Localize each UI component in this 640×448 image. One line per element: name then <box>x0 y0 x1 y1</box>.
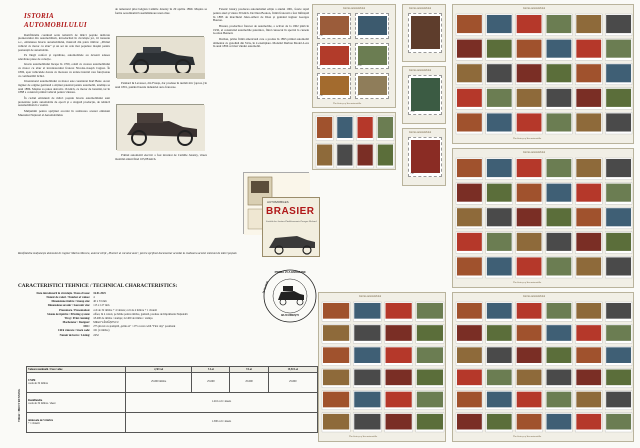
stamp-image <box>517 257 542 275</box>
stamp-image <box>606 347 631 363</box>
stamp-image <box>386 347 412 363</box>
stamp-image <box>487 208 512 226</box>
spec-row: Machetator / Designer: Mihail VĂMĂȘESCU <box>62 321 119 325</box>
stamp-image <box>457 113 482 131</box>
spec-row: Dimensiune suvenir / Souvenir size: 115 x 127 mm <box>47 304 110 308</box>
stamp-image <box>576 257 601 275</box>
stamp-image <box>606 64 631 82</box>
poster-brand: BRASIER <box>266 206 315 217</box>
stamp-image <box>487 370 512 386</box>
minisheet-right-1: Istoria automobilului 9 <box>402 4 446 62</box>
stamp-sheet-5 <box>312 112 396 170</box>
article-paragraph: Romfilatelia continuă seria tematică de mărci poștale dedicate pionieratului din automobilism, introducând în circulație joi, 16 ianuarie a.c., emisiunea Istoria automobilului, ilustrată din patru timbre: „Primul vehicul cu motor cu abur" și un set de cele mai populare mașini pentru pasionații de automobile. <box>18 32 110 52</box>
minisheet-right-3: Istoria automobilului 2,30 <box>402 128 446 186</box>
stamp-image <box>386 303 412 319</box>
article-paragraph: Fanatic luxury producea autoturismul ediție a anului 1901, foarte rapid pentru anul și viteza 30 km/h. De Dion Bouton, firmă franceză a fost înființată în 1883 de marchizul Jules-Albert de Dion și genialul inginer Georges Bouton. <box>213 7 309 23</box>
stamp-image <box>576 325 601 341</box>
stamp-image <box>487 15 512 33</box>
stamp-image <box>606 89 631 107</box>
stamp-image <box>417 370 443 386</box>
stamp: 5 <box>355 73 389 99</box>
article-paragraph: de temerarul pilot belgian Camille Jenatzy în 29 aprilie 1899. Mașina sa forma aerodinamică asemănătoare unei obuz. <box>115 7 207 15</box>
stamp-image <box>358 145 373 166</box>
stamp-image <box>517 40 542 58</box>
stamp-image <box>323 325 349 341</box>
stamp-image <box>487 414 512 430</box>
stamp-image <box>547 233 572 251</box>
stamp-image <box>457 184 482 202</box>
stamp-image <box>323 414 349 430</box>
stamp-image <box>576 370 601 386</box>
stamp-image <box>386 370 412 386</box>
stamp-image <box>547 159 572 177</box>
stamp-image <box>576 15 601 33</box>
col-header: 9 Lei <box>230 367 268 373</box>
stamp-image <box>457 303 482 319</box>
stamp-image <box>517 15 542 33</box>
col-header: 2,30 Lei <box>125 367 191 373</box>
article-paragraph: Durban, prima firmă americană care a produs în 1895 primul automobil alimentat cu gazolină din SUA, în 4 exemplare. Modelul Durban Model A era în anul 1896 cel mai vândut automobil. <box>213 36 309 49</box>
stamp-image <box>606 208 631 226</box>
stamp-image <box>487 233 512 251</box>
postmark-top: PRIMA ZI A EMISIUNII <box>274 270 306 274</box>
stamp-image <box>457 40 482 58</box>
stamp-image <box>457 325 482 341</box>
article-column-2 <box>115 8 207 17</box>
stamp-grid-1 <box>453 11 635 143</box>
stamp-image <box>576 159 601 177</box>
stamp-image <box>457 89 482 107</box>
stamp: 9 <box>317 43 351 69</box>
stamp-image <box>547 15 572 33</box>
poster-car-icon <box>263 228 321 256</box>
stamp-image <box>457 257 482 275</box>
article-note: Romfilatelia mulțumește domnului dr. inginer Marius Moraru, autorul cărții „Pionieri ai cursului auto", pentru sprijinul documentar acordat la realizarea acestei emisiuni de mărci poștale. <box>18 251 238 255</box>
spec-row: Număr de lucru / Listing: 2452 <box>59 333 99 337</box>
stamp-image <box>606 113 631 131</box>
spec-row: Dimensiune timbre / Stamp size: 40 x 33 mm <box>51 300 107 304</box>
postmark-city: BUCUREȘTI <box>281 313 299 317</box>
stamp-image <box>606 233 631 251</box>
stamp-image <box>457 233 482 251</box>
stamp-grid-4 <box>453 299 635 439</box>
stamp-image <box>487 89 512 107</box>
stamp-image <box>358 117 373 138</box>
stamp-image <box>417 347 443 363</box>
col-header: 5 Lei <box>192 367 230 373</box>
stamp-image <box>354 303 380 319</box>
article-paragraph: Panhard & Levassor, din Franța, dar produse în număr mic (aprox.) în anul 1891, punând bazele industriei auto franceze. <box>115 81 207 89</box>
tech-title: CARACTERISTICI TEHNICE / TECHNICAL CHARACTERISTICS: <box>18 283 178 289</box>
stamp-image <box>487 347 512 363</box>
stamp-image <box>576 64 601 82</box>
stamp-image <box>323 392 349 408</box>
stamp-image <box>354 392 380 408</box>
spec-row: Sistem de tipărire / Printing system: offset, în 4 culori, pe hârtie pentru timbre, gumată, produse de Imprimeria Națională <box>47 312 188 316</box>
stamp-image <box>576 414 601 430</box>
print-run-table <box>26 366 318 433</box>
stamp-image <box>547 370 572 386</box>
stamp-image <box>386 392 412 408</box>
stamp: 19,50 <box>355 43 389 69</box>
stamp-image <box>517 414 542 430</box>
stamp-image <box>317 117 332 138</box>
stamp-image <box>457 159 482 177</box>
stamp-image <box>323 347 349 363</box>
stamp-image <box>457 370 482 386</box>
stamp-image <box>323 303 349 319</box>
minisheet-top: Istoria automobilului 2,30 5 9 19,50 2,30 5 The history of the automobile <box>312 4 396 108</box>
col-header: 19,50 Lei <box>268 367 317 373</box>
article-paragraph: Pe lângă confort și rapiditate, automobilele au devenit adesea adevărate piese de colecție. <box>18 53 110 61</box>
first-day-postmark <box>262 268 318 324</box>
poster-label: Société des Anciens Établissements Georges Richard <box>266 220 317 223</box>
brasier-poster <box>262 197 320 257</box>
postmark-date: 16.01.2025 <box>262 280 270 295</box>
article-paragraph: În cadrul emisiunii de mărci poștale Istoria automobilului sunt prezentate patru automobile de epocă și o singură producție, de tehnică automobilistică a vremii. <box>18 95 110 108</box>
table-row: Romfilatelia coala de 32 timbre / sheet 1.216 coli / sheets <box>27 392 318 412</box>
stamp-image <box>457 64 482 82</box>
stamp-image <box>378 117 393 138</box>
stamp-image <box>487 40 512 58</box>
stamp: 5 <box>355 13 389 39</box>
article-column-2b <box>115 82 207 91</box>
stamp-grid-5 <box>313 113 397 171</box>
stamp-image <box>576 184 601 202</box>
stamp-image <box>517 208 542 226</box>
stamp-image <box>576 347 601 363</box>
article-column-3 <box>213 8 309 51</box>
stamp-image <box>517 64 542 82</box>
stamp: 2,30 <box>317 73 351 99</box>
vintage-car-photo-1 <box>116 36 204 78</box>
stamp-sheet-3: Istoria automobilului The history of the automobile <box>318 292 446 442</box>
car-illustration-icon <box>117 105 205 151</box>
stamp-image <box>517 347 542 363</box>
stamp: 19,50 <box>408 75 442 115</box>
stamp-image <box>606 257 631 275</box>
stamp-image <box>487 257 512 275</box>
stamp-image <box>457 208 482 226</box>
stamp-image <box>457 392 482 408</box>
stamp-image <box>337 117 352 138</box>
stamp-grid-3 <box>319 299 447 439</box>
stamp-image <box>517 159 542 177</box>
print-run-section <box>18 366 318 442</box>
stamp-image <box>487 184 512 202</box>
stamp: 9 <box>408 13 442 53</box>
stamp-image <box>547 89 572 107</box>
spec-row: Număr de valori / Number of values: 4 <box>46 296 95 300</box>
article-column-1 <box>18 8 110 119</box>
stamp-image <box>517 370 542 386</box>
stamp-image <box>606 40 631 58</box>
stamp-image <box>606 15 631 33</box>
stamp-sheet-2: Istoria automobilului The history of the automobile <box>452 148 634 288</box>
stamp-image <box>517 325 542 341</box>
stamp-image <box>547 414 572 430</box>
stamp: 2,30 <box>408 137 442 177</box>
stamp-image <box>487 303 512 319</box>
stamp-image <box>547 347 572 363</box>
article-paragraph: Inventatorul automobilului cu motor este considerat Karl Benz. Acest inginer de origine germană a obținut patentul pentru automobil, tendința sa anul 1886. Mașina sa putea dezvolta 16 km/h, cu motor de benzină, iar în 1888 a construit primul vehicul pentru vânzare. <box>18 79 110 95</box>
article-paragraph: Mulțumim pentru sprijinul acordat în realizarea acestei emisiuni Muzeului Național al Automobilului. <box>18 108 110 117</box>
stamp-image <box>417 414 443 430</box>
stamp-image <box>606 159 631 177</box>
article-paragraph: Primul automobil electric a fost inventat de Camille Jenatzy, viteza maximă atinsă fiind 105,88 km/h. <box>115 153 207 161</box>
stamp-image <box>547 325 572 341</box>
article-paragraph: Brasier, producător francez de automobile, a activat de la 1902 până în 1930, el construind automobile puternice, fiind cunoscut în special la cursele Gordon Bennett. <box>213 23 309 36</box>
article-paragraph: Istoria automobilului începe în 1769, odată cu crearea automobilului cu motor cu abur al inventatorului francez Nicolas-Joseph Cugnot. În 1806, apar vehiculele dotate cu motoare cu ardere internă care funcționau cu combustibil lichid. <box>18 62 110 78</box>
stamp-image <box>487 325 512 341</box>
stamp-image <box>576 233 601 251</box>
stamp-image <box>354 325 380 341</box>
stamp-image <box>547 257 572 275</box>
article-column-2c <box>115 154 207 163</box>
stamp-image <box>606 184 631 202</box>
stamp-image <box>337 145 352 166</box>
table-row: UNPR coala de 32 timbre 25.600 timbre 25.600 25.600 25.600 <box>27 372 318 392</box>
stamp-image <box>487 113 512 131</box>
poster-sub: AUTOMOBILES <box>267 200 289 204</box>
stamp-image <box>386 325 412 341</box>
print-run-label: TIRAJ / PRINT RUNNING <box>18 388 21 422</box>
tech-section <box>18 283 250 337</box>
spec-row: FDC: 275 plicuri cu ștampilă „prima zi" / 275 covers with "First day" postmark <box>83 325 176 329</box>
stamp-image <box>606 392 631 408</box>
tech-specs-table <box>18 292 250 338</box>
stamp-image <box>517 233 542 251</box>
stamp-image <box>606 303 631 319</box>
stamp-image <box>517 89 542 107</box>
stamp-image <box>457 15 482 33</box>
stamp-image <box>547 208 572 226</box>
stamp-image <box>386 414 412 430</box>
stamp-image <box>517 184 542 202</box>
vintage-car-photo-2 <box>116 104 204 150</box>
stamp-image <box>547 392 572 408</box>
table-row: minicoala de 5 timbre + 1 vinietă 1.500 coli / sheets <box>27 412 318 432</box>
spec-row: Tiraj / Print running: 18.400 de timbre / stamps; 22.400 de timbre / stamps <box>64 316 153 320</box>
stamp-image <box>547 113 572 131</box>
stamp-image <box>517 113 542 131</box>
col-header: Valoare nominală / Face value <box>27 367 126 373</box>
stamp-image <box>354 347 380 363</box>
stamp-image <box>576 303 601 319</box>
stamp-sheet-1: Istoria automobilului The history of the automobile <box>452 4 634 144</box>
stamp-image <box>547 184 572 202</box>
stamp-image <box>354 414 380 430</box>
stamp-image <box>576 89 601 107</box>
stamp-image <box>354 370 380 386</box>
stamp: 2,30 <box>317 13 351 39</box>
stamp-image <box>547 40 572 58</box>
stamp-image <box>417 392 443 408</box>
stamp-image <box>547 64 572 82</box>
stamp-image <box>417 303 443 319</box>
stamp-image <box>576 392 601 408</box>
stamp-image <box>576 208 601 226</box>
stamp-image <box>487 159 512 177</box>
spec-row: Cifră vânzare / Stock code: 161 (4 timbre) <box>57 329 110 333</box>
stamp-image <box>417 325 443 341</box>
stamp-image <box>606 414 631 430</box>
stamp-image <box>517 392 542 408</box>
article-title: ISTORIA AUTOMOBILULUI <box>24 12 87 29</box>
stamp-image <box>547 303 572 319</box>
car-illustration-icon <box>117 37 205 79</box>
minisheet-right-2: Istoria automobilului 19,50 <box>402 66 446 124</box>
stamp-image <box>317 145 332 166</box>
stamp-image <box>457 414 482 430</box>
stamp-image <box>576 40 601 58</box>
spec-row: Prezentare / Presentation: coli de 32 timbre + 4 viniete; coli de 4 timbre + 1 vinietă <box>59 308 157 312</box>
stamp-image <box>457 347 482 363</box>
stamp-image <box>487 392 512 408</box>
stamp-grid-2 <box>453 155 635 287</box>
stamp-image <box>606 370 631 386</box>
stamp-image <box>323 370 349 386</box>
stamp-sheet-4: Istoria automobilului The history of the automobile <box>452 292 634 442</box>
stamp-image <box>487 64 512 82</box>
stamp-image <box>517 303 542 319</box>
stamp-image <box>576 113 601 131</box>
spec-row: Data introducerii în circulație / Date of issue: 16.01.2025 <box>36 291 106 295</box>
stamp-image <box>378 145 393 166</box>
stamp-image <box>606 325 631 341</box>
